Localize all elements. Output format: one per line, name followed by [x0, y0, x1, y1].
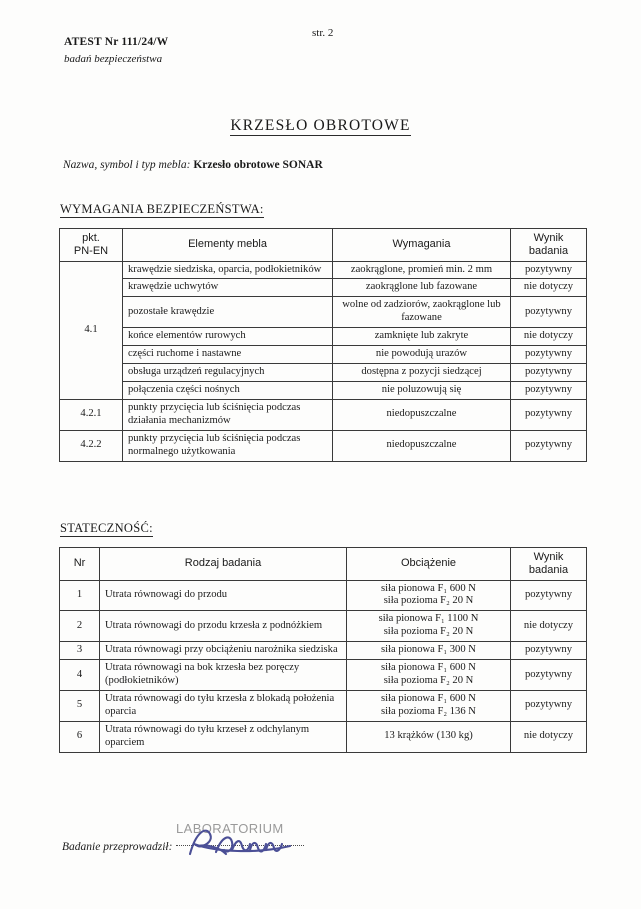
load-line: siła pionowa F₁ 600 N	[381, 662, 476, 674]
cell-point: 4.2.2	[60, 430, 123, 461]
laboratory-stamp-text: LABORATORIUM	[176, 821, 284, 836]
cell-element: części ruchome i nastawne	[123, 346, 333, 364]
cell-requirement: zaokrąglone, promień min. 2 mm	[333, 261, 511, 279]
cell-element: punkty przycięcia lub ściśnięcia podczas normalnego użytkowania	[123, 430, 333, 461]
cell-element: obsługa urządzeń regulacyjnych	[123, 364, 333, 382]
table-row	[60, 660, 587, 691]
table-row	[60, 364, 587, 382]
cell-requirement: wolne od zadziorów, zaokrąglone lub fazowane	[333, 297, 511, 328]
table-row	[60, 346, 587, 364]
cell-element: pozostałe krawędzie	[123, 297, 333, 328]
load-line: siła pozioma F₂ 136 N	[381, 705, 476, 717]
load-line: siła pozioma F₂ 20 N	[383, 626, 474, 638]
table-row	[60, 328, 587, 346]
col-header-point-line1: pkt.	[82, 232, 100, 244]
cell-element: krawędzie uchwytów	[123, 279, 333, 297]
product-name-value: Krzesło obrotowe SONAR	[193, 159, 323, 171]
cell-requirement: nie powodują urazów	[333, 346, 511, 364]
atest-subtitle: badań bezpieczeństwa	[64, 53, 163, 65]
signature-dotted-line	[176, 845, 304, 846]
cell-result: pozytywny	[511, 261, 587, 279]
col-header-requirement: Wymagania	[333, 229, 511, 262]
cell-load	[347, 721, 511, 752]
cell-nr: 4	[60, 660, 100, 691]
col-header-result-line1: Wynik	[533, 551, 564, 563]
cell-element: końce elementów rurowych	[123, 328, 333, 346]
load-line: 13 krążków (130 kg)	[384, 730, 473, 742]
cell-nr: 5	[60, 690, 100, 721]
cell-result: pozytywny	[511, 364, 587, 382]
cell-result: pozytywny	[511, 399, 587, 430]
col-header-load: Obciążenie	[347, 548, 511, 581]
cell-nr: 1	[60, 580, 100, 611]
section-heading-stability-text: STATECZNOŚĆ:	[60, 521, 153, 535]
table-row	[60, 690, 587, 721]
page-number: str. 2	[312, 27, 334, 39]
cell-result: pozytywny	[511, 660, 587, 691]
cell-load	[347, 660, 511, 691]
cell-result: pozytywny	[511, 580, 587, 611]
table-row	[60, 381, 587, 399]
table-row	[60, 721, 587, 752]
stability-table	[59, 547, 587, 753]
cell-test-type: Utrata równowagi na bok krzesła bez poręczy (podłokietników)	[100, 660, 347, 691]
section-heading-safety	[60, 202, 264, 217]
cell-result: nie dotyczy	[511, 611, 587, 642]
load-line: siła pozioma F₂ 20 N	[383, 675, 474, 687]
table-row	[60, 279, 587, 297]
cell-point: 4.2.1	[60, 399, 123, 430]
cell-requirement: niedopuszczalne	[333, 399, 511, 430]
cell-element: połączenia części nośnych	[123, 381, 333, 399]
cell-load	[347, 611, 511, 642]
col-header-test-type: Rodzaj badania	[100, 548, 347, 581]
cell-result: nie dotyczy	[511, 279, 587, 297]
product-name-label: Nazwa, symbol i typ mebla:	[63, 159, 191, 171]
cell-result: pozytywny	[511, 430, 587, 461]
cell-element: krawędzie siedziska, oparcia, podłokietników	[123, 261, 333, 279]
cell-test-type: Utrata równowagi do przodu krzesła z podnóżkiem	[100, 611, 347, 642]
cell-result: nie dotyczy	[511, 328, 587, 346]
cell-requirement: zamknięte lub zakryte	[333, 328, 511, 346]
safety-requirements-table	[59, 228, 587, 462]
table-row	[60, 611, 587, 642]
cell-requirement: zaokrąglone lub fazowane	[333, 279, 511, 297]
cell-result: pozytywny	[511, 346, 587, 364]
cell-nr: 2	[60, 611, 100, 642]
col-header-result-line1: Wynik	[533, 232, 564, 244]
cell-result: pozytywny	[511, 690, 587, 721]
cell-test-type: Utrata równowagi do tyłu krzesła z blokadą położenia oparcia	[100, 690, 347, 721]
cell-requirement: nie poluzowują się	[333, 381, 511, 399]
cell-test-type: Utrata równowagi przy obciążeniu narożnika siedziska	[100, 642, 347, 660]
col-header-nr: Nr	[60, 548, 100, 581]
cell-nr: 3	[60, 642, 100, 660]
page-title	[0, 117, 641, 135]
page-title-text: KRZESŁO OBROTOWE	[230, 117, 411, 134]
cell-requirement: dostępna z pozycji siedzącej	[333, 364, 511, 382]
cell-test-type: Utrata równowagi do przodu	[100, 580, 347, 611]
cell-load	[347, 690, 511, 721]
signature-label: Badanie przeprowadził:	[62, 841, 173, 853]
table-row	[60, 430, 587, 461]
table-header-row	[60, 548, 587, 581]
cell-requirement: niedopuszczalne	[333, 430, 511, 461]
cell-result: pozytywny	[511, 297, 587, 328]
load-line: siła pionowa F₁ 300 N	[381, 644, 476, 656]
cell-nr: 6	[60, 721, 100, 752]
section-heading-safety-text: WYMAGANIA BEZPIECZEŃSTWA:	[60, 202, 264, 216]
load-line: siła pionowa F₁ 600 N	[381, 582, 476, 594]
cell-result: pozytywny	[511, 642, 587, 660]
cell-load	[347, 642, 511, 660]
cell-element: punkty przycięcia lub ściśnięcia podczas działania mechanizmów	[123, 399, 333, 430]
table-row	[60, 399, 587, 430]
col-header-point	[60, 229, 123, 262]
table-row	[60, 642, 587, 660]
cell-result: pozytywny	[511, 381, 587, 399]
table-row	[60, 261, 587, 279]
col-header-result-line2: badania	[528, 244, 569, 257]
cell-point: 4.1	[60, 261, 123, 399]
col-header-result-line2: badania	[528, 563, 569, 576]
load-line: siła pionowa F₁ 1100 N	[378, 613, 479, 625]
table-row	[60, 580, 587, 611]
load-line: siła pozioma F₂ 20 N	[383, 595, 474, 607]
cell-load	[347, 580, 511, 611]
col-header-element: Elementy mebla	[123, 229, 333, 262]
table-header-row	[60, 229, 587, 262]
table-row	[60, 297, 587, 328]
cell-test-type: Utrata równowagi do tyłu krzeseł z odchylanym oparciem	[100, 721, 347, 752]
product-name-line	[63, 159, 323, 171]
atest-title: ATEST Nr 111/24/W	[64, 36, 169, 48]
col-header-result	[511, 229, 587, 262]
cell-result: nie dotyczy	[511, 721, 587, 752]
col-header-point-line2: PN-EN	[73, 244, 109, 257]
section-heading-stability	[60, 521, 153, 536]
load-line: siła pionowa F₁ 600 N	[381, 692, 476, 704]
col-header-result	[511, 548, 587, 581]
